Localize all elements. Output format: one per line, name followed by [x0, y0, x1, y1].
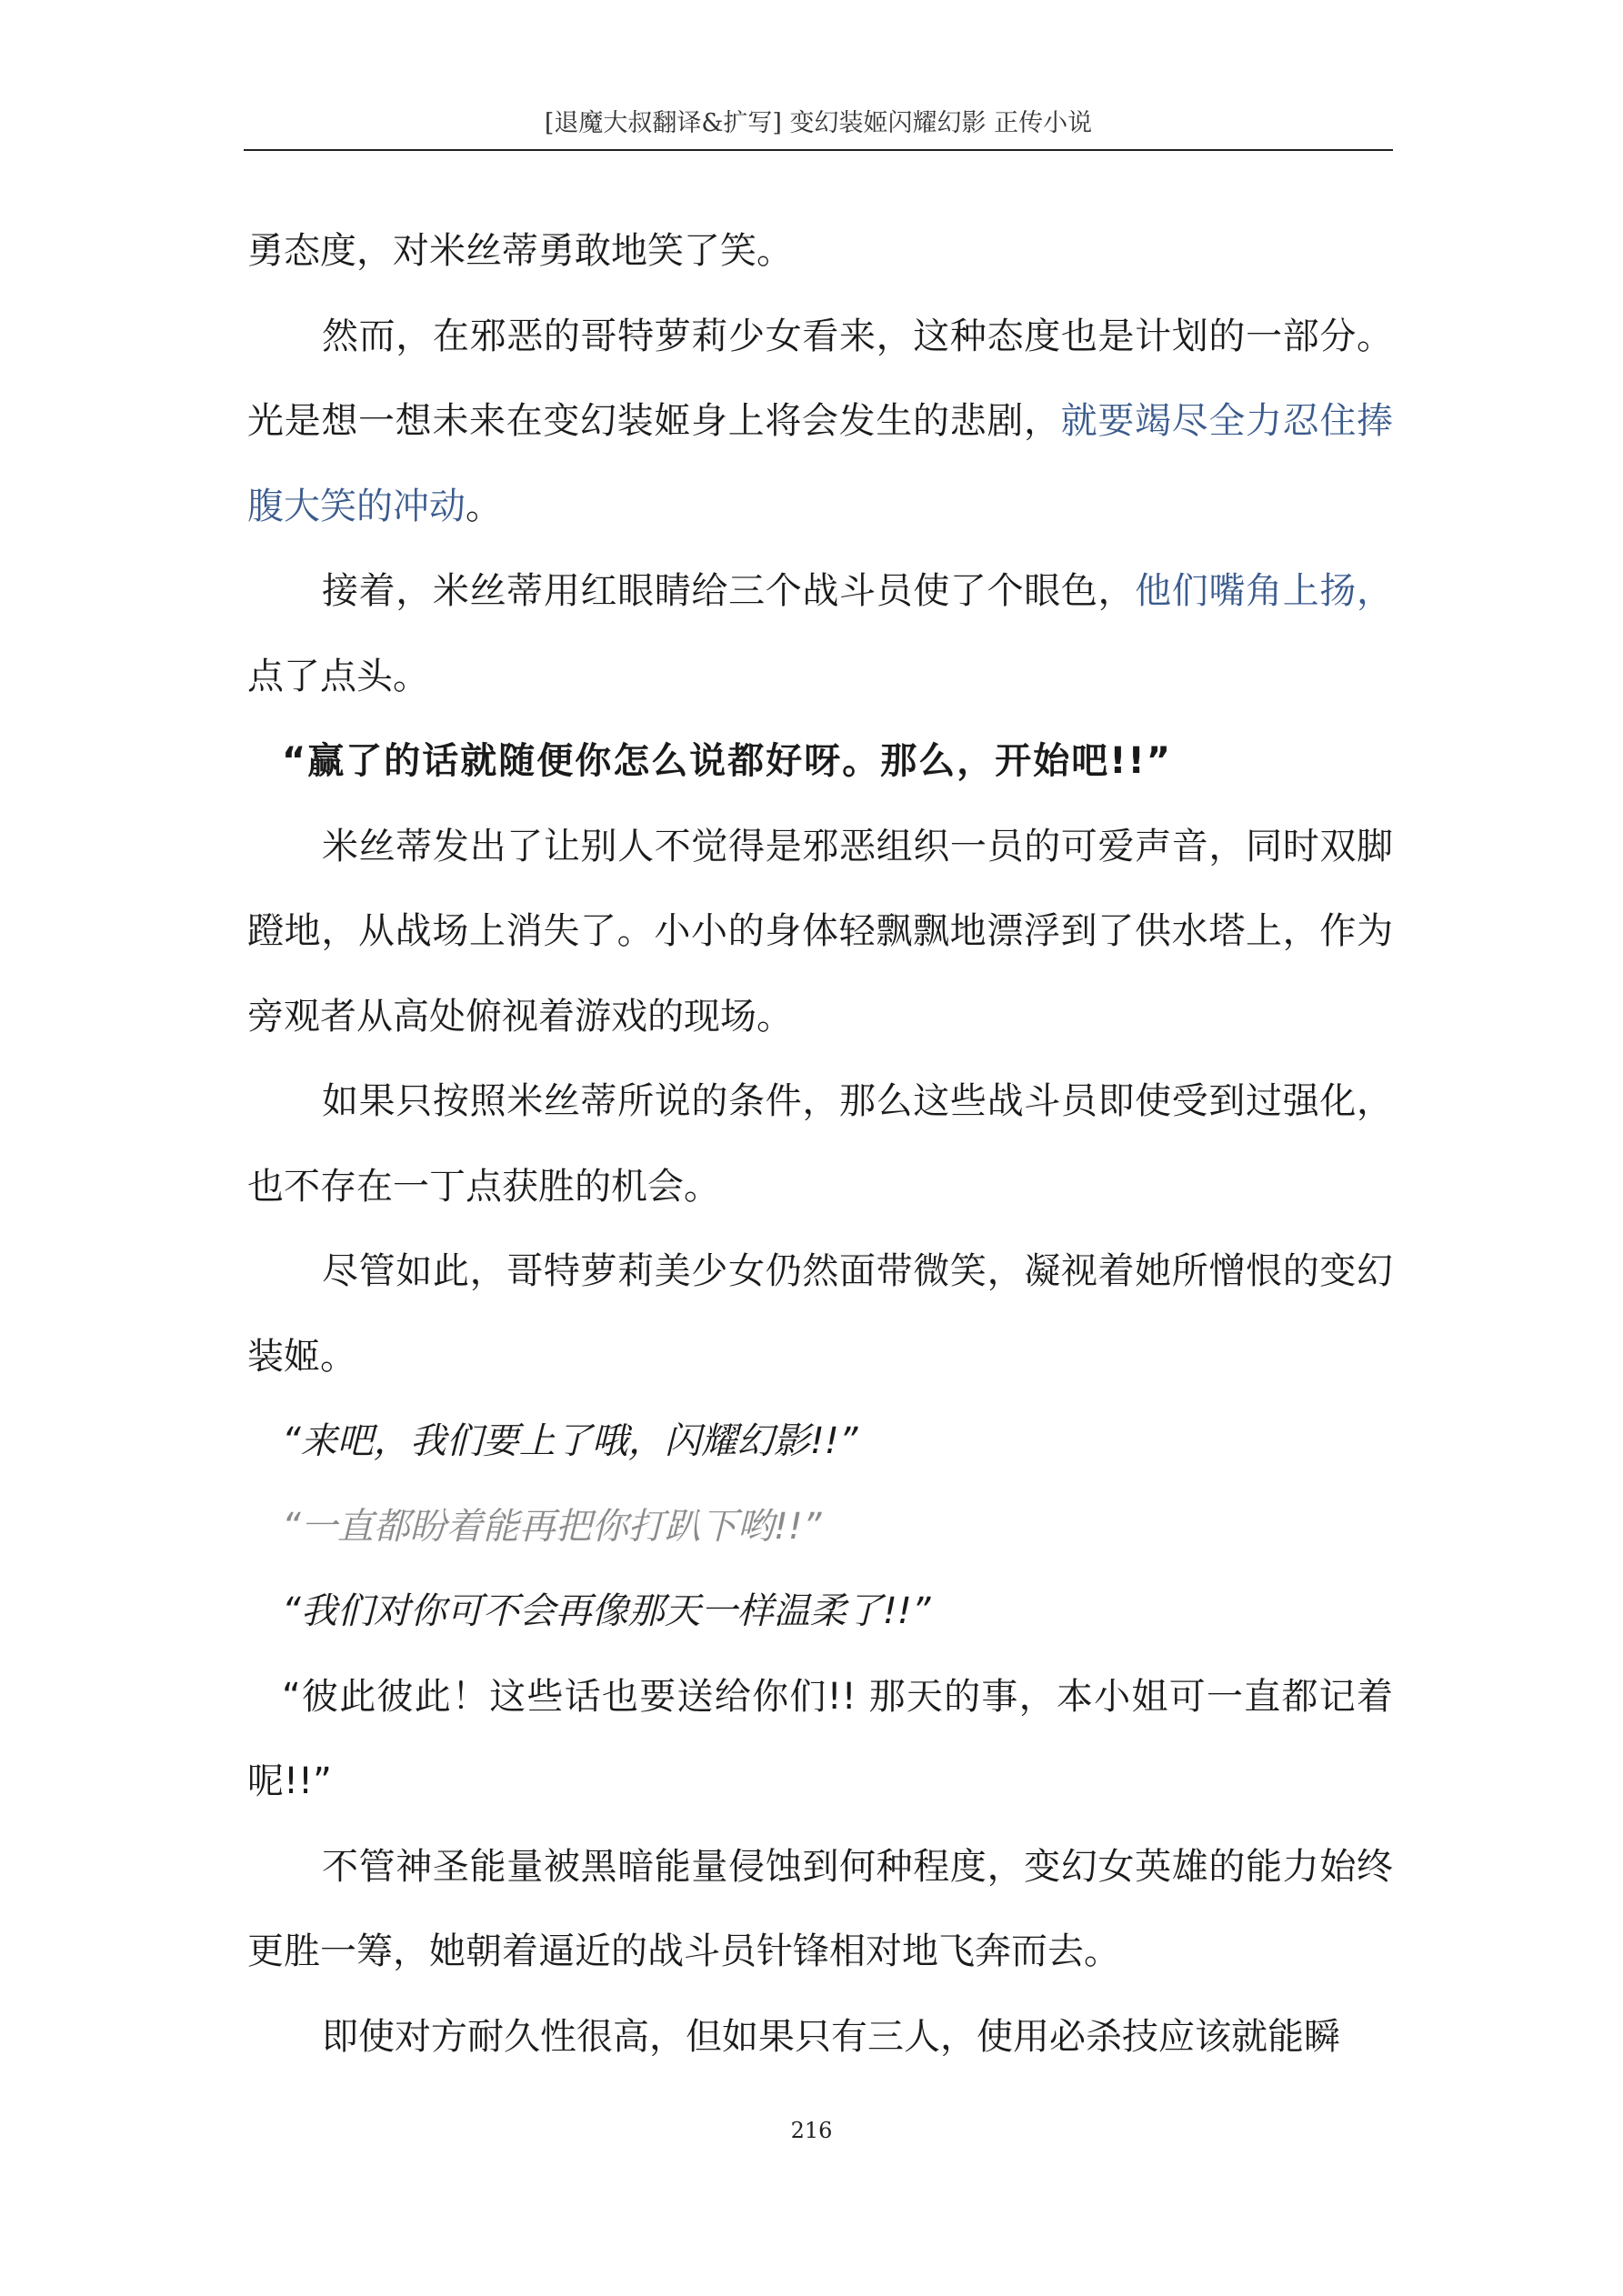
paragraph-narration	[247, 549, 1393, 719]
paragraph-continuation	[247, 209, 1393, 295]
paragraph-narration: 即使对方耐久性很高，但如果只有三人，使用必杀技应该就能瞬	[322, 2015, 1340, 2058]
highlighted-text: 他们嘴角上扬，	[1135, 570, 1394, 612]
paragraph-text: 点了点头。	[247, 655, 429, 697]
body-text	[247, 209, 1393, 2080]
dialogue-line-italic: “来吧，我们要上了哦，闪耀幻影!!”	[282, 1420, 858, 1462]
dialogue-line-bold: “赢了的话就随便你怎么说都好呀。那么，开始吧!!”	[282, 740, 1173, 782]
running-header: [退魔大叔翻译&扩写] 变幻装姬闪耀幻影 正传小说	[544, 109, 1093, 137]
paragraph-narration: 米丝蒂发出了让别人不觉得是邪恶组织一员的可爱声音，同时双脚蹬地，从战场上消失了。小小的身体轻飘飘地漂浮到了供水塔上，作为旁观者从高处俯视着游戏的现场。	[247, 825, 1393, 1038]
header-divider	[244, 149, 1393, 151]
paragraph-narration: 如果只按照米丝蒂所说的条件，那么这些战斗员即使受到过强化，也不存在一丁点获胜的机会。	[247, 1080, 1393, 1208]
paragraph-text: 勇态度，对米丝蒂勇敢地笑了笑。	[247, 230, 793, 272]
dialogue-line-italic-gray: “一直都盼着能再把你打趴下哟!!”	[282, 1505, 822, 1548]
paragraph-narration	[247, 295, 1393, 550]
paragraph-text: 接着，米丝蒂用红眼睛给三个战斗员使了个眼色，	[322, 570, 1136, 612]
paragraph-narration: 不管神圣能量被黑暗能量侵蚀到何种程度，变幻女英雄的能力始终更胜一筹，她朝着逼近的战斗员针锋相对地飞奔而去。	[247, 1845, 1393, 1972]
paragraph-text: 。	[466, 485, 502, 527]
dialogue-line: “彼此彼此！这些话也要送给你们!! 那天的事，本小姐可一直都记着呢!!”	[247, 1675, 1393, 1802]
highlighted-text: 就要竭尽全力忍住捧腹大笑的冲动	[247, 400, 1394, 527]
paragraph-narration: 尽管如此，哥特萝莉美少女仍然面带微笑，凝视着她所憎恨的变幻装姬。	[247, 1250, 1393, 1378]
dialogue-line-italic: “我们对你可不会再像那天一样温柔了!!”	[282, 1590, 931, 1632]
page-number: 216	[790, 2118, 833, 2143]
paragraph-text: 然而，在邪恶的哥特萝莉少女看来，这种态度也是计划的一部分。光是想一想未来在变幻装姬身上将会发生的悲剧，	[247, 315, 1393, 442]
